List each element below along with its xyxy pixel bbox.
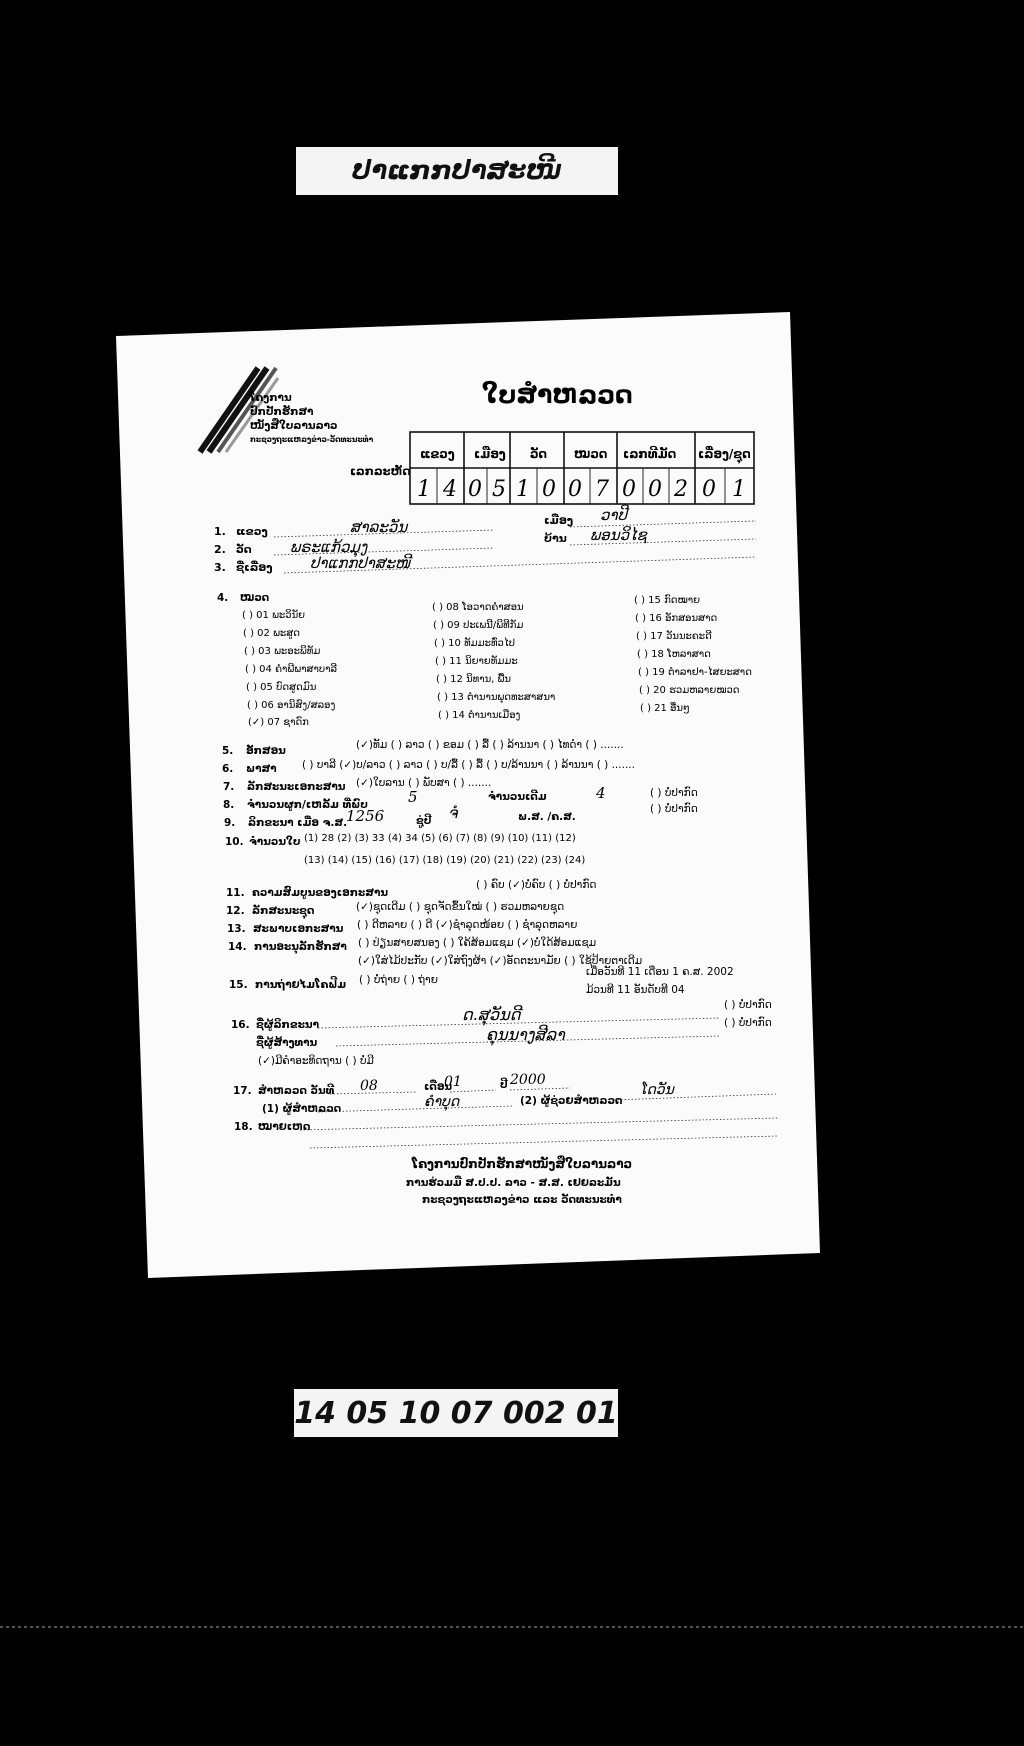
field-11-number: 11. [226,887,245,899]
field-3-label: ຊື່ເລື່ອງ [236,561,273,574]
code-digit: 7 [595,477,609,502]
field-2-value: ພຣະແກ້ວມຸງ [290,538,368,556]
bundles-not-shown: ( ) ບໍ່ປາກົດ [650,787,698,799]
category-option: ( ) 17 ວັນນະຄະດີ [636,631,712,642]
category-option: ( ) 06 ອານິສົງ/ສລອງ [247,700,336,711]
field-1b-label: ເມືອງ [544,514,574,527]
cycle-year-value: ຈໍ [448,804,458,822]
field-3-value: ປາແກກປາສະໜີ [310,554,411,572]
set-type-options: (✓)ຊຸດເດີມ ( ) ຊຸດຈັດຂຶ້ນໃໝ່ ( ) ຮວມຫລາຍຊຸດ [356,901,565,913]
code-header-category: ໝວດ [574,447,608,461]
code-digit: 4 [443,477,457,502]
surveyor-label: (1) ຜູ້ສໍາຫລວດ [262,1103,342,1115]
scribe-not-shown: ( ) ບໍ່ປາກົດ [724,999,772,1011]
donor-not-shown: ( ) ບໍ່ປາກົດ [724,1017,772,1029]
category-option: ( ) 10 ທັມມະທົ່ວໄປ [434,638,516,649]
script-label: ອັກສອນ [246,745,286,757]
document-type-options: (✓)ໃບລານ ( ) ພັບສາ ( ) ....... [356,777,492,789]
logo-line-1: ໂຄງການ [250,392,292,404]
scribe-label: ຊື່ຜູ້ລິກຂະນາ [256,1019,320,1031]
donor-value: ຄຸນນາງສີລາ [486,1025,565,1044]
category-option: (✓) 07 ຊາດົກ [248,717,309,728]
logo-line-4: ກະຊວງຖະແຫລງຂ່າວ-ວັດທະນະທໍາ [250,435,374,444]
completeness-options: ( ) ຄົບ (✓)ບໍ່ຄົບ ( ) ບໍ່ປາກົດ [476,879,597,891]
category-option: ( ) 14 ຕໍານານເມືອງ [438,710,521,721]
completeness-label: ຄວາມສົມບູນຂອງເອກະສານ [252,887,389,899]
code-label: ເລກລະຫັດ [350,464,411,478]
code-digit: 0 [568,477,582,502]
field-2b-label: ບ້ານ [544,532,567,545]
code-digit: 2 [674,477,688,502]
code-header-province: ແຂວງ [420,447,455,461]
field-2b-value: ພອນວິໄຊ [590,526,647,544]
field-5-number: 5. [222,745,234,757]
leaf-count-line-2: (13) (14) (15) (16) (17) (18) (19) (20) (21) (22) (23) (24) [304,855,586,866]
survey-date-label: ສໍາຫລວດ ວັນທີ [258,1085,335,1097]
footer-line-3: ກະຊວງຖະແຫລງຂ່າວ ແລະ ວັດທະນະທໍາ [422,1194,622,1206]
field-2-label: ວັດ [236,543,252,556]
category-option: ( ) 16 ອັກສອນສາດ [635,613,718,624]
microfilm-date: ເມື່ອວັນທີ 11 ເດືອນ 1 ຄ.ສ. 2002 [586,966,734,978]
field-9-number: 9. [224,817,236,829]
bundles-original-value: 4 [596,784,606,802]
category-option: ( ) 21 ອື່ນໆ [640,703,690,714]
field-4-number: 4. [217,592,229,604]
surveyor-value: ຄໍາບຸດ [424,1094,460,1110]
category-option: ( ) 20 ຮວມຫລາຍໝວດ [639,685,740,696]
code-digit: 0 [622,477,636,502]
category-option: ( ) 08 ໂອວາດຄໍາສອນ [432,602,524,613]
field-2-number: 2. [214,543,226,556]
code-digit: 1 [417,477,431,502]
top-title-label: ປາແກກປາສະໜີ [296,147,618,195]
language-options: ( ) ບາລີ (✓)ບ/ລາວ ( ) ລາວ ( ) ບ/ລື້ ( ) ລື້ ( ) ບ/ລ້ານນາ ( ) ລ້ານນາ ( ) ....... [302,759,635,771]
field-13-number: 13. [227,923,246,935]
logo-line-2: ປົກປັກຮັກສາ [250,406,314,418]
language-label: ພາສາ [246,763,277,775]
category-option: ( ) 04 ຄໍາພີພາສາບາລີ [245,664,338,675]
microfilm-roll: ມ້ວນທີ 11 ອັນດັບທີ 04 [586,984,685,996]
form-title: ໃບສໍາຫລວດ [482,380,633,409]
field-10-number: 10. [225,836,244,848]
bundles-found-label: ຈໍານວນຜູກ/ເຫລັ້ມ ທີ່ພົບ [247,799,368,811]
assistant-value: ໂດວັນ [640,1082,674,1098]
category-option: ( ) 01 ພະວິນັຍ [242,610,306,621]
code-digit: 0 [648,477,662,502]
category-label: ໝວດ [240,592,270,604]
field-15-number: 15. [229,979,248,991]
set-type-label: ລັກສະນະຊຸດ [252,905,315,917]
field-14-number: 14. [228,941,247,953]
survey-month-value: 01 [444,1074,462,1090]
preservation-options-2: (✓)ໃສ່ໄມ້ປະກັບ (✓)ໃສ່ຖົງຜ້າ (✓)ອັດຕະນາມັຍ ( ) ໃຊ້ປ້າຍຕາເດີມ [358,955,643,967]
microfilm-label: ການຖ່າຍໄມໂຄຟີມ [255,979,347,991]
category-option: ( ) 02 ພະສູດ [243,628,300,639]
field-1-number: 1. [214,525,226,538]
category-option: ( ) 03 ພະອະພິທັມ [244,646,321,657]
script-options: (✓)ທັມ ( ) ລາວ ( ) ຂອມ ( ) ລື້ ( ) ລ້ານນາ ( ) ໄທດໍາ ( ) ....... [356,739,624,751]
category-option: ( ) 05 ບົດສູດມົນ [246,682,317,693]
code-digit: 0 [468,477,482,502]
field-3-number: 3. [214,561,226,574]
cycle-year-label: ຊູ່ປີ [416,815,432,827]
bottom-code-label: 14 05 10 07 002 01 [294,1389,618,1437]
survey-day-value: 08 [360,1078,378,1094]
footer-line-2: ການຮ່ວມມື ສ.ປ.ປ. ລາວ - ສ.ສ. ເຢຍລະມັນ [406,1177,621,1189]
field-18-number: 18. [234,1121,253,1133]
leaf-count-line-1: (1) 28 (2) (3) 33 (4) 34 (5) (6) (7) (8) (9) (10) (11) (12) [304,833,576,844]
category-option: ( ) 18 ໂຫລາສາດ [637,649,711,660]
code-digit: 5 [492,477,506,502]
survey-month-label: ເດືອນ [424,1081,453,1093]
code-header-bundle: ເລກທີມັດ [623,447,677,461]
field-6-number: 6. [222,763,234,775]
prayer-options: (✓)ມີຄໍາອະທິດຖານ ( ) ບໍ່ມີ [258,1055,374,1067]
field-12-number: 12. [226,905,245,917]
date-not-shown: ( ) ບໍ່ປາກົດ [650,803,698,815]
category-option: ( ) 15 ກົດໝາຍ [634,595,701,606]
field-1-value: ສາລະວັນ [350,518,408,536]
category-option: ( ) 09 ປະເພນີ/ພິທີກັມ [433,620,524,631]
condition-label: ສະພາບເອກະສານ [253,923,344,935]
era-label: ພ.ສ. /ຄ.ສ. [518,811,576,823]
code-header-story: ເລື່ອງ/ຊຸດ [698,447,751,461]
document-type-label: ລັກສະນະເອກະສານ [247,781,346,793]
field-17-number: 17. [233,1085,252,1097]
bundles-found-value: 5 [408,788,418,806]
field-1b-value: ວາປີ [600,506,627,524]
bundles-original-label: ຈໍານວນເດີມ [488,791,547,803]
field-8-number: 8. [223,799,235,811]
scan-line-divider [0,1626,1024,1628]
scribe-value: ດ.ສຸວັນດີ [462,1005,521,1024]
field-7-number: 7. [223,781,235,793]
code-digit: 1 [732,477,746,502]
field-1-label: ແຂວງ [236,525,268,538]
code-header-temple: ວັດ [530,447,548,461]
survey-year-value: 2000 [510,1072,546,1088]
logo-line-3: ໜັງສືໃບລານລາວ [250,420,338,432]
category-option: ( ) 13 ຕໍານານພຸດທະສາສນາ [437,692,556,703]
remarks-label: ໝາຍເຫດ [258,1121,311,1133]
field-16-number: 16. [231,1019,250,1031]
category-option: ( ) 11 ນິຍາຍທັມມະ [435,656,518,667]
code-digit: 1 [516,477,530,502]
code-header-district: ເມືອງ [474,447,506,461]
written-date-label: ລິກຂະນາ ເມື່ອ ຈ.ສ. [248,817,348,829]
leaf-count-label: ຈໍານວນໃບ [249,836,301,848]
category-option: ( ) 19 ຕໍາລາຢາ-ໄສຍະສາດ [638,667,752,678]
written-date-value: 1256 [346,807,385,825]
assistant-label: (2) ຜູ້ຊ່ວຍສໍາຫລວດ [520,1095,623,1107]
footer-line-1: ໂຄງການປົກປັກຮັກສາໜັງສືໃບລານລາວ [412,1157,633,1171]
preservation-label: ການອະນຸລັກຮັກສາ [254,941,347,953]
survey-year-label: ປີ [500,1079,508,1091]
donor-label: ຊື່ຜູ້ສ້າງທານ [256,1037,318,1049]
form-footer [406,1156,632,1206]
code-digit: 0 [542,477,556,502]
preservation-options: ( ) ປ່ຽນສາຍສນອງ ( ) ໃຄ້ສ້ອມແຊມ (✓)ບໍ່ໃດ້ສ້ອມແຊມ [358,937,597,949]
condition-options: ( ) ດີຫລາຍ ( ) ດີ (✓)ຊໍາລຸດໜ້ອຍ ( ) ຊໍາລຸດຫລາຍ [357,919,578,931]
microfilm-options: ( ) ບໍ່ຖ່າຍ ( ) ຖ່າຍ [359,974,438,986]
category-option: ( ) 12 ນິທານ, ພື້ນ [436,674,511,685]
code-digit: 0 [702,477,716,502]
